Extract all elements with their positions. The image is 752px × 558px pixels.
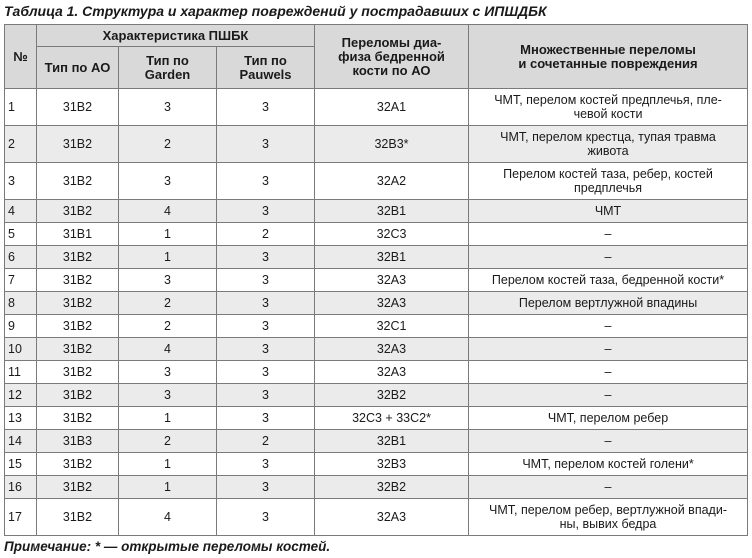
table-row (5, 430, 748, 453)
header-shaft-fractures (315, 25, 469, 89)
table-row (5, 499, 748, 536)
cell-ao-type: 31B2 (37, 476, 119, 499)
cell-garden-type: 2 (119, 292, 217, 315)
cell-num: 11 (5, 361, 37, 384)
cell-pauwels-type: 3 (217, 89, 315, 126)
table-row (5, 89, 748, 126)
table-row (5, 223, 748, 246)
header-shaft-line1: Переломы диа- (341, 34, 442, 50)
cell-injuries-line1: ЧМТ, перелом костей предплечья, пле- (494, 93, 722, 107)
table-row (5, 246, 748, 269)
cell-injuries (469, 200, 748, 223)
header-pauwels-line1: Тип по (244, 52, 287, 68)
cell-pauwels-type: 3 (217, 384, 315, 407)
cell-num: 6 (5, 246, 37, 269)
cell-ao-type: 31B2 (37, 126, 119, 163)
cell-pauwels-type: 3 (217, 126, 315, 163)
cell-garden-type: 1 (119, 407, 217, 430)
cell-shaft-fracture: 32B3 (315, 453, 469, 476)
table-row (5, 292, 748, 315)
cell-num: 1 (5, 89, 37, 126)
cell-garden-type: 3 (119, 163, 217, 200)
cell-garden-type: 2 (119, 430, 217, 453)
cell-shaft-fracture: 32A3 (315, 292, 469, 315)
cell-injuries (469, 223, 748, 246)
cell-injuries-line1: – (604, 388, 612, 402)
cell-injuries-line2: ны, вывих бедра (559, 517, 657, 531)
table-row (5, 315, 748, 338)
cell-pauwels-type: 3 (217, 338, 315, 361)
cell-shaft-fracture: 32A2 (315, 163, 469, 200)
cell-ao-type: 31B1 (37, 223, 119, 246)
cell-garden-type: 1 (119, 223, 217, 246)
header-shaft-line2: физа бедренной (338, 48, 445, 64)
cell-pauwels-type: 3 (217, 292, 315, 315)
cell-injuries (469, 315, 748, 338)
cell-pauwels-type: 3 (217, 499, 315, 536)
cell-shaft-fracture: 32C3 (315, 223, 469, 246)
cell-num: 7 (5, 269, 37, 292)
cell-num: 8 (5, 292, 37, 315)
cell-shaft-fracture: 32B2 (315, 384, 469, 407)
injuries-table (4, 24, 748, 536)
cell-num: 15 (5, 453, 37, 476)
cell-injuries (469, 126, 748, 163)
table-body (5, 89, 748, 536)
cell-garden-type: 3 (119, 269, 217, 292)
cell-injuries (469, 476, 748, 499)
cell-injuries-line1: Перелом вертлужной впадины (518, 296, 698, 310)
cell-num: 3 (5, 163, 37, 200)
cell-injuries (469, 453, 748, 476)
header-group-pshbk: Характеристика ПШБК (37, 25, 315, 47)
header-pauwels-line2: Pauwels (239, 66, 292, 82)
cell-num: 12 (5, 384, 37, 407)
table-row (5, 163, 748, 200)
header-num: № (5, 25, 37, 89)
cell-injuries (469, 163, 748, 200)
cell-shaft-fracture: 32C1 (315, 315, 469, 338)
cell-injuries-line1: – (604, 319, 612, 333)
header-multiple-injuries (469, 25, 748, 89)
cell-injuries-line1: ЧМТ, перелом костей голени* (522, 457, 694, 471)
table-note: Примечание: * — открытые переломы костей. (4, 539, 331, 554)
header-ao: Тип по АО (37, 47, 119, 89)
cell-shaft-fracture: 32B3* (315, 126, 469, 163)
header-shaft-line3: кости по АО (352, 62, 431, 78)
cell-injuries-line1: ЧМТ (594, 204, 622, 218)
header-pauwels (217, 47, 315, 89)
cell-shaft-fracture: 32B1 (315, 430, 469, 453)
table-row (5, 453, 748, 476)
cell-injuries-line2: чевой кости (573, 107, 643, 121)
cell-ao-type: 31B2 (37, 89, 119, 126)
cell-ao-type: 31B3 (37, 430, 119, 453)
cell-injuries-line2: предплечья (573, 181, 643, 195)
cell-garden-type: 1 (119, 476, 217, 499)
cell-injuries-line1: Перелом костей таза, ребер, костей (503, 167, 713, 181)
cell-injuries (469, 361, 748, 384)
cell-ao-type: 31B2 (37, 163, 119, 200)
cell-garden-type: 4 (119, 338, 217, 361)
cell-garden-type: 1 (119, 246, 217, 269)
table-row (5, 476, 748, 499)
header-garden-line1: Тип по (146, 52, 189, 68)
cell-injuries-line1: Перелом костей таза, бедренной кости* (491, 273, 725, 287)
cell-ao-type: 31B2 (37, 315, 119, 338)
table-row (5, 126, 748, 163)
cell-injuries (469, 407, 748, 430)
cell-injuries (469, 430, 748, 453)
cell-pauwels-type: 3 (217, 315, 315, 338)
cell-ao-type: 31B2 (37, 200, 119, 223)
cell-num: 9 (5, 315, 37, 338)
cell-garden-type: 1 (119, 453, 217, 476)
cell-pauwels-type: 3 (217, 361, 315, 384)
cell-injuries (469, 384, 748, 407)
cell-injuries (469, 338, 748, 361)
cell-ao-type: 31B2 (37, 499, 119, 536)
cell-injuries-line1: – (604, 250, 612, 264)
cell-pauwels-type: 3 (217, 200, 315, 223)
cell-shaft-fracture: 32B1 (315, 200, 469, 223)
cell-injuries (469, 89, 748, 126)
cell-ao-type: 31B2 (37, 269, 119, 292)
cell-pauwels-type: 3 (217, 476, 315, 499)
cell-ao-type: 31B2 (37, 453, 119, 476)
cell-shaft-fracture: 32A1 (315, 89, 469, 126)
cell-injuries-line1: ЧМТ, перелом ребер (547, 411, 669, 425)
cell-shaft-fracture: 32A3 (315, 499, 469, 536)
header-multi-line1: Множественные переломы (520, 41, 696, 57)
cell-injuries-line1: – (604, 365, 612, 379)
cell-num: 5 (5, 223, 37, 246)
cell-pauwels-type: 3 (217, 407, 315, 430)
header-garden (119, 47, 217, 89)
header-multi-line2: и сочетанные повреждения (518, 55, 698, 71)
cell-pauwels-type: 3 (217, 453, 315, 476)
cell-ao-type: 31B2 (37, 246, 119, 269)
cell-injuries-line2: живота (587, 144, 629, 158)
cell-injuries (469, 292, 748, 315)
cell-pauwels-type: 3 (217, 269, 315, 292)
cell-num: 2 (5, 126, 37, 163)
table-row (5, 200, 748, 223)
cell-num: 16 (5, 476, 37, 499)
cell-num: 17 (5, 499, 37, 536)
cell-injuries (469, 246, 748, 269)
header-garden-line2: Garden (144, 66, 191, 82)
cell-ao-type: 31B2 (37, 361, 119, 384)
cell-ao-type: 31B2 (37, 292, 119, 315)
cell-injuries-line1: – (604, 342, 612, 356)
cell-shaft-fracture: 32A3 (315, 361, 469, 384)
cell-shaft-fracture: 32A3 (315, 269, 469, 292)
cell-shaft-fracture: 32C3 + 33C2* (315, 407, 469, 430)
cell-pauwels-type: 2 (217, 223, 315, 246)
table-row (5, 338, 748, 361)
cell-garden-type: 3 (119, 384, 217, 407)
cell-ao-type: 31B2 (37, 338, 119, 361)
cell-shaft-fracture: 32B2 (315, 476, 469, 499)
cell-injuries-line1: – (604, 480, 612, 494)
cell-injuries-line1: – (604, 227, 612, 241)
cell-garden-type: 4 (119, 499, 217, 536)
cell-pauwels-type: 3 (217, 163, 315, 200)
cell-garden-type: 4 (119, 200, 217, 223)
table-row (5, 269, 748, 292)
table-row (5, 384, 748, 407)
cell-shaft-fracture: 32B1 (315, 246, 469, 269)
cell-num: 4 (5, 200, 37, 223)
cell-injuries-line1: – (604, 434, 612, 448)
cell-pauwels-type: 3 (217, 246, 315, 269)
cell-garden-type: 3 (119, 361, 217, 384)
cell-shaft-fracture: 32A3 (315, 338, 469, 361)
cell-pauwels-type: 2 (217, 430, 315, 453)
table-caption: Таблица 1. Структура и характер повреждений у пострадавших с ИПШДБК (4, 3, 547, 19)
cell-garden-type: 2 (119, 315, 217, 338)
cell-num: 10 (5, 338, 37, 361)
table-header (5, 25, 748, 89)
cell-num: 14 (5, 430, 37, 453)
cell-injuries (469, 499, 748, 536)
cell-garden-type: 2 (119, 126, 217, 163)
cell-injuries-line1: ЧМТ, перелом крестца, тупая травма (500, 130, 716, 144)
cell-num: 13 (5, 407, 37, 430)
table-row (5, 361, 748, 384)
cell-ao-type: 31B2 (37, 407, 119, 430)
cell-injuries (469, 269, 748, 292)
cell-garden-type: 3 (119, 89, 217, 126)
cell-injuries-line1: ЧМТ, перелом ребер, вертлужной впади- (489, 503, 727, 517)
cell-ao-type: 31B2 (37, 384, 119, 407)
table-row (5, 407, 748, 430)
